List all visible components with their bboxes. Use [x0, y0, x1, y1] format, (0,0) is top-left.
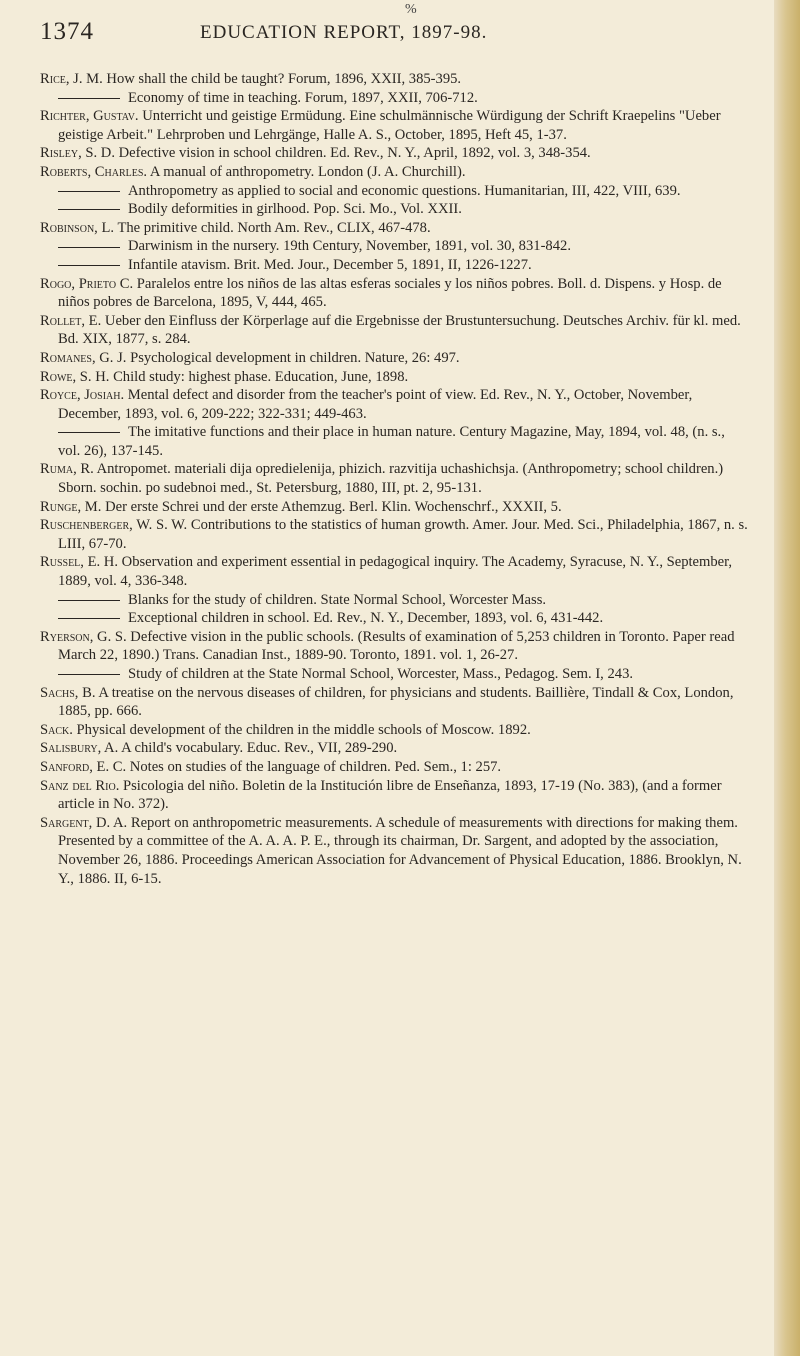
entry-text: Child study: highest phase. Education, June, 1898.	[113, 368, 409, 385]
entry-text: Unterricht und geistige Ermüdung. Eine schulmännische Würdigung der Schrift Kraepelins "Ueber geistige Arbeit." Lehrproben und Lehrgänge, Halle A. S., October, 1895, Heft 45, 1-37.	[58, 108, 721, 143]
entry-text: Paralelos entre los niños de las altas esferas sociales y los niños pobres. Boll. d. Dispens. y Hosp. de niños pobres de Barcelona, 1895, V, 444, 465.	[58, 275, 722, 311]
bibliography-entry	[40, 516, 748, 553]
entry-text: Antropomet. materiali dija opredielenija, phizich. razvitija uchashichsja. (Anthropometry; school children.) Sborn. sochin. po sudebnoi med., St. Petersburg, 1880, III, pt. 2, 95-131.	[58, 461, 724, 497]
entry-author: Royce, Josiah.	[40, 387, 125, 404]
entry-text: Study of children at the State Normal School, Worcester, Mass., Pedagog. Sem. I, 243.	[128, 666, 634, 682]
bibliography-entry	[40, 107, 748, 144]
entry-text: A manual of anthropometry. London (J. A. Churchill).	[149, 163, 466, 180]
entry-author: Sack.	[40, 721, 73, 738]
entry-text: Anthropometry as applied to social and economic questions. Humanitarian, III, 422, VIII, 639.	[128, 182, 681, 199]
ditto-dash	[58, 191, 120, 192]
entry-author: Romanes, G. J.	[40, 349, 127, 366]
ditto-dash	[58, 674, 120, 675]
entry-author: Russel, E. H.	[40, 554, 118, 571]
bibliography-entry	[40, 256, 748, 275]
bibliography-entry	[40, 200, 748, 219]
bibliography-entry	[40, 144, 748, 163]
entry-text: Psychological development in children. Nature, 26: 497.	[130, 349, 460, 366]
entry-text: How shall the child be taught? Forum, 1896, XXII, 385-395.	[106, 71, 462, 87]
margin-marker: %	[405, 2, 417, 17]
page-header	[40, 18, 740, 52]
bibliography-entry	[40, 609, 748, 628]
entry-text: Ueber den Einfluss der Körperlage auf die Ergebnisse der Brustuntersuchung. Deutsches Archiv. für kl. med. Bd. XIX, 1877, s. 284.	[58, 312, 741, 348]
ditto-dash	[58, 600, 120, 601]
bibliography-entry	[40, 665, 748, 684]
bibliography-entry	[40, 368, 748, 387]
entry-text: Observation and experiment essential in pedagogical inquiry. The Academy, Syracuse, N. Y., September, 1889, vol. 4, 336-348.	[58, 554, 733, 590]
bibliography-entry	[40, 498, 748, 517]
bibliography-entry	[40, 312, 748, 349]
entry-text: Exceptional children in school. Ed. Rev., N. Y., December, 1893, vol. 6, 431-442.	[128, 610, 604, 627]
entry-text: Infantile atavism. Brit. Med. Jour., December 5, 1891, II, 1226-1227.	[128, 256, 532, 273]
bibliography-entry	[40, 814, 748, 888]
entry-author: Sanz del Rio.	[40, 777, 120, 794]
bibliography-entry	[40, 739, 748, 758]
bibliography-entry	[40, 684, 748, 721]
entry-author: Sargent, D. A.	[40, 814, 128, 831]
entry-text: Darwinism in the nursery. 19th Century, November, 1891, vol. 30, 831-842.	[128, 238, 571, 255]
bibliography-entry	[40, 777, 748, 814]
ditto-dash	[58, 98, 120, 99]
bibliography-entry	[40, 182, 748, 201]
bibliography-list	[40, 70, 748, 888]
bibliography-entry	[40, 349, 748, 368]
ditto-dash	[58, 265, 120, 266]
entry-text: Bodily deformities in girlhood. Pop. Sci. Mo., Vol. XXII.	[128, 201, 462, 218]
bibliography-entry	[40, 237, 748, 256]
page-number: 1374	[40, 18, 94, 45]
entry-text: Physical development of the children in the middle schools of Moscow. 1892.	[76, 721, 531, 738]
entry-author: Rowe, S. H.	[40, 368, 110, 385]
entry-text: Mental defect and disorder from the teacher's point of view. Ed. Rev., N. Y., October, November, December, 1893, vol. 6, 209-222; 322-331; 449-463.	[58, 387, 693, 422]
entry-text: Defective vision in the public schools. (Results of examination of 5,253 children in Toronto. Paper read March 22, 1890.) Trans. Canadian Inst., 1889-90. Toronto, 1891. vol. 1, 26-27.	[58, 628, 735, 664]
bibliography-entry	[40, 591, 748, 610]
entry-text: Blanks for the study of children. State Normal School, Worcester Mass.	[128, 591, 547, 608]
bibliography-entry	[40, 721, 748, 740]
entry-text: Der erste Schrei und der erste Athemzug. Berl. Klin. Wochenschrf., XXXII, 5.	[105, 498, 562, 515]
bibliography-entry	[40, 70, 748, 89]
bibliography-entry	[40, 628, 748, 665]
bibliography-entry	[40, 758, 748, 777]
entry-text: Report on anthropometric measurements. A schedule of measurements with directions for making them. Presented by a committee of the A. A. A. P. E., through its chairman, Dr. Sargent, and adopted by the association, November 26, 1886. Proceedings American Association for Advancement of Physical Education, 1886. Brooklyn, N. Y., 1886. II, 6-15.	[58, 814, 742, 887]
running-head: EDUCATION REPORT, 1897-98.	[200, 22, 488, 43]
page-edge	[774, 0, 800, 1356]
entry-author: Salisbury, A.	[40, 740, 119, 757]
bibliography-entry	[40, 275, 748, 312]
entry-author: Ruma, R.	[40, 461, 94, 478]
ditto-dash	[58, 247, 120, 248]
entry-text: Contributions to the statistics of human growth. Amer. Jour. Med. Sci., Philadelphia, 1867, n. s. LIII, 67-70.	[58, 517, 748, 552]
ditto-dash	[58, 618, 120, 619]
entry-author: Sanford, E. C.	[40, 758, 127, 775]
bibliography-entry	[40, 219, 748, 238]
entry-author: Ruschenberger, W. S. W.	[40, 517, 188, 534]
bibliography-entry	[40, 386, 748, 423]
entry-text: Psicologia del niño. Boletin de la Institución libre de Enseñanza, 1893, 17-19 (No. 383), (and a former article in No. 372).	[58, 777, 722, 813]
ditto-dash	[58, 209, 120, 210]
ditto-dash	[58, 432, 120, 433]
entry-text: Notes on studies of the language of children. Ped. Sem., 1: 257.	[129, 758, 502, 775]
entry-author: Roberts, Charles.	[40, 163, 148, 180]
entry-author: Sachs, B.	[40, 684, 96, 701]
entry-text: Economy of time in teaching. Forum, 1897, XXII, 706-712.	[128, 89, 478, 106]
bibliography-entry	[40, 423, 748, 460]
entry-text: A child's vocabulary. Educ. Rev., VII, 289-290.	[121, 740, 398, 757]
entry-text: Defective vision in school children. Ed. Rev., N. Y., April, 1892, vol. 3, 348-354.	[118, 145, 591, 162]
entry-author: Risley, S. D.	[40, 145, 115, 162]
bibliography-entry	[40, 553, 748, 590]
entry-author: Richter, Gustav.	[40, 108, 139, 125]
bibliography-entry	[40, 460, 748, 497]
entry-text: A treatise on the nervous diseases of children, for physicians and students. Baillière, Tindall & Cox, London, 1885, pp. 666.	[58, 684, 734, 720]
entry-author: Runge, M.	[40, 498, 102, 515]
bibliography-entry	[40, 89, 748, 108]
entry-text: The primitive child. North Am. Rev., CLIX, 467-478.	[117, 219, 431, 236]
entry-author: Ryerson, G. S.	[40, 628, 127, 645]
entry-author: Rollet, E.	[40, 312, 102, 329]
entry-author: Rice, J. M.	[40, 71, 103, 87]
entry-author: Robinson, L.	[40, 219, 115, 236]
entry-author: Rogo, Prieto C.	[40, 275, 134, 292]
bibliography-entry	[40, 163, 748, 182]
entry-text: The imitative functions and their place in human nature. Century Magazine, May, 1894, vol. 48, (n. s., vol. 26), 137-145.	[58, 424, 725, 459]
